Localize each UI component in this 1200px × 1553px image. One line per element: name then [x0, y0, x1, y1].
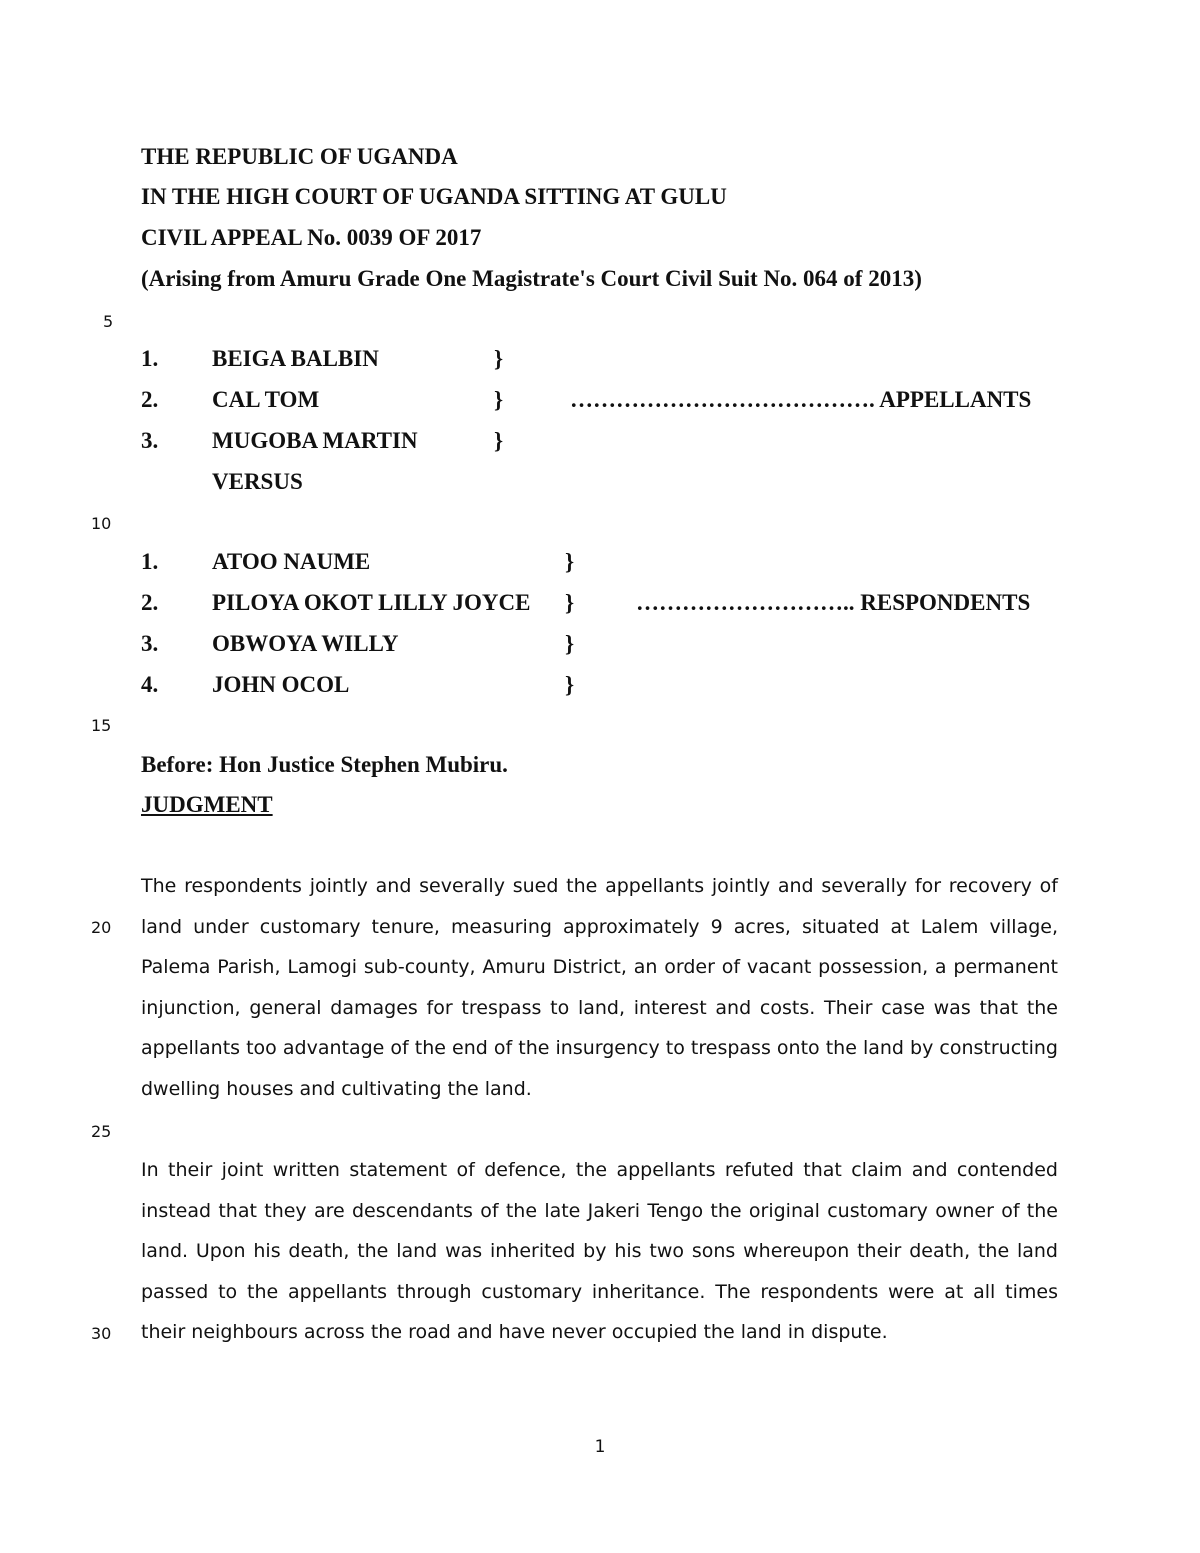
respondent-name: ATOO NAUME	[212, 549, 371, 574]
respondent-name: JOHN OCOL	[212, 672, 350, 697]
appellant-name: BEIGA BALBIN	[212, 346, 379, 371]
line-number: 15	[91, 716, 112, 735]
appellant-name: CAL TOM	[212, 387, 320, 412]
line-number: 30	[91, 1324, 112, 1343]
judgment-paragraph: In their joint written statement of defence, the appellants refuted that claim and contended instead that they are descendants of the late Jakeri Tengo the original customary owner of the land. Upon his death, the land was inherited by his two sons whereupon their death, the land passed to the appellants through customary inheritance. The respondents were at all times their neighbours across the road and have never occupied the land in dispute.	[141, 1159, 1058, 1344]
party-number: 1.	[141, 346, 159, 371]
party-number: 4.	[141, 672, 159, 697]
party-number: 2.	[141, 387, 159, 412]
party-brace: }	[565, 590, 575, 615]
versus-label: VERSUS	[212, 469, 303, 494]
party-brace: }	[494, 387, 504, 412]
page-number: 1	[594, 1437, 606, 1457]
party-brace: }	[565, 549, 575, 574]
line-number: 10	[91, 514, 112, 533]
line-number: 5	[103, 312, 114, 331]
case-number: CIVIL APPEAL No. 0039 OF 2017	[141, 225, 482, 250]
party-number: 2.	[141, 590, 159, 615]
court-header-republic: THE REPUBLIC OF UGANDA	[141, 144, 458, 169]
party-number: 3.	[141, 428, 159, 453]
party-brace: }	[494, 346, 504, 371]
judge-line: Before: Hon Justice Stephen Mubiru.	[141, 752, 508, 777]
party-brace: }	[494, 428, 504, 453]
judgment-paragraph: The respondents jointly and severally sued the appellants jointly and severally for recovery of land under customary tenure, measuring approximately 9 acres, situated at Lalem village, Palema Parish, Lamogi sub-county, Amuru District, an order of vacant possession, a permanent injunction, general damages for trespass to land, interest and costs. Their case was that the appellants too advantage of the end of the insurgency to trespass onto the land by constructing dwelling houses and cultivating the land.	[141, 875, 1058, 1100]
party-number: 3.	[141, 631, 159, 656]
line-number: 20	[91, 918, 112, 937]
line-number: 25	[91, 1122, 112, 1141]
appellant-name: MUGOBA MARTIN	[212, 428, 418, 453]
respondent-name: PILOYA OKOT LILLY JOYCE	[212, 590, 531, 615]
respondents-role-label: ……………………….. RESPONDENTS	[636, 590, 1031, 615]
party-brace: }	[565, 672, 575, 697]
respondent-name: OBWOYA WILLY	[212, 631, 399, 656]
judgment-heading: JUDGMENT	[141, 792, 273, 817]
appellants-role-label: …………………………………. APPELLANTS	[570, 387, 1032, 412]
party-number: 1.	[141, 549, 159, 574]
court-header-court: IN THE HIGH COURT OF UGANDA SITTING AT GULU	[141, 184, 727, 209]
case-origin: (Arising from Amuru Grade One Magistrate's Court Civil Suit No. 064 of 2013)	[141, 266, 922, 291]
party-brace: }	[565, 631, 575, 656]
